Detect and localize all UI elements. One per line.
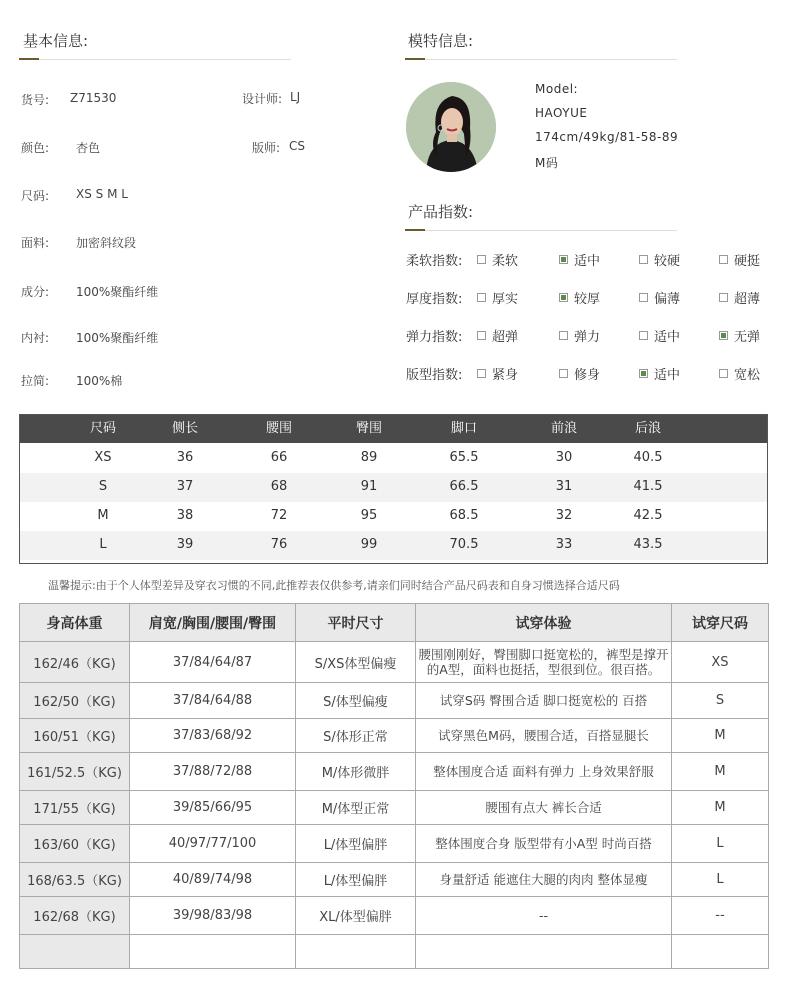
index-option[interactable]	[639, 250, 680, 269]
size-chart-cell: 72	[270, 508, 288, 523]
index-option[interactable]	[639, 364, 680, 383]
model-name: HAOYUE	[535, 106, 588, 120]
fit-table-header-cell: 平时尺寸	[296, 604, 416, 642]
fit-table-cell	[130, 935, 296, 969]
size-chart-cell: 66.5	[449, 479, 479, 494]
size-chart-header-cell: 后浪	[634, 421, 661, 436]
checkbox-icon	[639, 369, 648, 378]
checkbox-icon	[559, 369, 568, 378]
size-chart-row	[20, 444, 767, 473]
size-chart-row	[20, 531, 767, 560]
size-chart-cell: 99	[360, 537, 378, 552]
size-chart-cell: 89	[360, 450, 378, 465]
basic-field-value: 100%棉	[76, 374, 123, 388]
basic-field-label: 设计师:	[242, 92, 283, 106]
index-option-label: 修身	[574, 368, 601, 383]
basic-field-label: 面料:	[21, 236, 50, 250]
fit-table-cell: 162/46（KG)	[20, 642, 130, 683]
index-option[interactable]	[719, 326, 760, 345]
basic-field-label: 内衬:	[21, 331, 50, 345]
checkbox-icon	[639, 331, 648, 340]
fit-table-cell: 161/52.5（KG)	[20, 753, 130, 791]
fit-table-cell: XS	[672, 642, 769, 683]
size-chart-cell: L	[99, 537, 107, 552]
fit-table-cell: L/体型偏胖	[296, 863, 416, 897]
fit-table-cell: 试穿黑色M码，腰围合适，百搭显腿长	[416, 719, 672, 753]
index-option-label: 无弹	[734, 330, 761, 345]
checkbox-icon	[719, 255, 728, 264]
basic-field-value: 100%聚酯纤维	[76, 331, 159, 345]
size-chart-table	[19, 414, 768, 564]
fit-table-cell: XL/体型偏胖	[296, 897, 416, 935]
fit-table-cell: --	[672, 897, 769, 935]
fit-table-cell	[416, 935, 672, 969]
index-option[interactable]	[477, 364, 518, 383]
checkbox-icon	[639, 255, 648, 264]
index-option-label: 超薄	[734, 292, 761, 307]
basic-field-label: 颜色:	[21, 141, 50, 155]
fit-table-cell: M	[672, 753, 769, 791]
fit-table-cell: 试穿S码 臀围合适 脚口挺宽松的 百搭	[416, 683, 672, 719]
fit-table-row	[20, 791, 769, 825]
fit-table-header-cell: 身高体重	[20, 604, 130, 642]
size-chart-cell: 65.5	[449, 450, 479, 465]
size-chart-cell: 31	[555, 479, 573, 494]
model-info-title: 模特信息:	[408, 32, 474, 50]
fit-table-cell: 腰围有点大 裤长合适	[416, 791, 672, 825]
checkbox-icon	[719, 331, 728, 340]
fit-table-cell: S	[672, 683, 769, 719]
checkbox-icon	[477, 293, 486, 302]
fit-table-cell: M	[672, 791, 769, 825]
basic-field-label: 尺码:	[21, 189, 50, 203]
index-option[interactable]	[559, 288, 600, 307]
size-chart-cell: XS	[94, 450, 112, 465]
size-chart-header	[20, 415, 767, 443]
fit-table-cell: 腰围刚刚好，臀围脚口挺宽松的，裤型是撑开的A型，面料也挺括，型很到位。很百搭。	[416, 642, 672, 683]
fit-table-cell: 身量舒适 能遮住大腿的肉肉 整体显瘦	[416, 863, 672, 897]
fit-table-cell: S/体型偏瘦	[296, 683, 416, 719]
size-chart-header-cell: 前浪	[550, 421, 577, 436]
fit-table-header-cell: 试穿尺码	[672, 604, 769, 642]
fit-table-cell: 168/63.5（KG)	[20, 863, 130, 897]
index-option[interactable]	[639, 288, 680, 307]
fit-table-cell: 163/60（KG)	[20, 825, 130, 863]
basic-field-label: 货号:	[21, 93, 50, 107]
size-chart-cell: 76	[270, 537, 288, 552]
checkbox-icon	[477, 255, 486, 264]
fit-table-header-cell: 试穿体验	[416, 604, 672, 642]
size-chart-row	[20, 502, 767, 531]
size-tip: 温馨提示:由于个人体型差异及穿衣习惯的不同,此推荐表仅供参考,请亲们同时结合产品尺码表和自身习惯选择合适尺码	[48, 579, 620, 592]
size-chart-cell: 32	[555, 508, 573, 523]
size-chart-cell: 30	[555, 450, 573, 465]
fit-table-cell	[296, 935, 416, 969]
basic-info-title: 基本信息:	[23, 32, 89, 50]
index-row-label: 厚度指数:	[406, 292, 463, 307]
size-chart-header-cell: 脚口	[450, 421, 477, 436]
fit-table-row	[20, 683, 769, 719]
basic-field-label: 版师:	[252, 141, 281, 155]
index-option-label: 超弹	[492, 330, 519, 345]
model-measurements: 174cm/49kg/81-58-89	[535, 130, 679, 144]
fit-table-cell: 39/85/66/95	[130, 791, 296, 825]
index-option-label: 适中	[654, 368, 681, 383]
index-option-label: 紧身	[492, 368, 519, 383]
index-option[interactable]	[719, 288, 760, 307]
index-option[interactable]	[719, 364, 760, 383]
fit-table-row	[20, 935, 769, 969]
basic-field-value: Z71530	[70, 91, 117, 105]
size-chart-cell: 40.5	[633, 450, 663, 465]
index-option-label: 厚实	[492, 292, 519, 307]
size-chart-cell: 68	[270, 479, 288, 494]
size-chart-cell: 68.5	[449, 508, 479, 523]
size-chart-header-cell: 尺码	[89, 421, 116, 436]
basic-field-value: 100%聚酯纤维	[76, 285, 159, 299]
index-option[interactable]	[719, 250, 760, 269]
size-chart-cell: 42.5	[633, 508, 663, 523]
size-chart-header-cell: 侧长	[171, 421, 198, 436]
size-chart-cell: 43.5	[633, 537, 663, 552]
size-chart-cell: S	[98, 479, 108, 494]
fit-table-cell: S/XS体型偏瘦	[296, 642, 416, 683]
fit-table-cell: 162/50（KG)	[20, 683, 130, 719]
basic-field-value: 杏色	[76, 141, 101, 155]
fit-table-row	[20, 642, 769, 683]
fit-table-row	[20, 863, 769, 897]
size-chart-cell: 38	[176, 508, 194, 523]
fit-table-cell: 40/97/77/100	[130, 825, 296, 863]
basic-field-value: XS S M L	[76, 187, 128, 201]
checkbox-icon	[559, 255, 568, 264]
fit-table-cell: L/体型偏胖	[296, 825, 416, 863]
basic-field-value: CS	[289, 139, 305, 153]
model-avatar	[406, 82, 496, 172]
fit-table-cell: M/体形微胖	[296, 753, 416, 791]
size-chart-cell: 95	[360, 508, 378, 523]
fit-experience-table	[19, 603, 769, 969]
fit-table-cell: S/体形正常	[296, 719, 416, 753]
basic-field-label: 成分:	[21, 285, 50, 299]
size-chart-cell: 37	[176, 479, 194, 494]
fit-table-cell	[672, 935, 769, 969]
fit-table-row	[20, 753, 769, 791]
index-option-label: 偏薄	[654, 292, 681, 307]
index-option-label: 宽松	[734, 368, 761, 383]
size-chart-cell: M	[97, 508, 109, 523]
checkbox-icon	[477, 369, 486, 378]
fit-table-cell	[20, 935, 130, 969]
basic-field-value: LJ	[290, 90, 301, 104]
index-row-label: 弹力指数:	[406, 330, 463, 345]
size-chart-cell: 70.5	[449, 537, 479, 552]
basic-field-label: 拉简:	[21, 374, 50, 388]
index-option[interactable]	[639, 326, 680, 345]
fit-table-cell: 整体围度合适 面料有弹力 上身效果舒服	[416, 753, 672, 791]
model-size: M码	[535, 156, 559, 170]
model-info-divider	[405, 59, 677, 60]
fit-table-cell: --	[416, 897, 672, 935]
fit-table-row	[20, 897, 769, 935]
basic-info-divider	[19, 59, 291, 60]
index-option-label: 适中	[574, 254, 601, 269]
size-chart-row	[20, 473, 767, 502]
size-chart-header-cell: 腰围	[265, 421, 292, 436]
index-option-label: 适中	[654, 330, 681, 345]
index-option[interactable]	[477, 326, 518, 345]
size-chart-cell: 33	[555, 537, 573, 552]
size-chart-cell: 91	[360, 479, 378, 494]
fit-table-cell: 37/84/64/87	[130, 642, 296, 683]
index-option-label: 硬挺	[734, 254, 761, 269]
fit-table-cell: L	[672, 863, 769, 897]
index-option[interactable]	[477, 250, 518, 269]
size-chart-cell: 66	[270, 450, 288, 465]
fit-table-row	[20, 719, 769, 753]
checkbox-icon	[477, 331, 486, 340]
fit-table-cell: 37/88/72/88	[130, 753, 296, 791]
index-option-label: 弹力	[574, 330, 601, 345]
fit-table-cell: M/体型正常	[296, 791, 416, 825]
index-option-label: 较硬	[654, 254, 681, 269]
index-option[interactable]	[559, 364, 600, 383]
fit-table-cell: 160/51（KG)	[20, 719, 130, 753]
fit-table-cell: 40/89/74/98	[130, 863, 296, 897]
index-option-label: 较厚	[574, 292, 601, 307]
fit-table-cell: 39/98/83/98	[130, 897, 296, 935]
index-option[interactable]	[477, 288, 518, 307]
product-index-divider	[405, 230, 677, 231]
fit-table-cell: M	[672, 719, 769, 753]
checkbox-icon	[559, 293, 568, 302]
index-option[interactable]	[559, 326, 600, 345]
fit-table-cell: 37/83/68/92	[130, 719, 296, 753]
fit-table-cell: 171/55（KG)	[20, 791, 130, 825]
fit-table-cell: 37/84/64/88	[130, 683, 296, 719]
size-chart-cell: 39	[176, 537, 194, 552]
fit-table-header-cell: 肩宽/胸围/腰围/臀围	[130, 604, 296, 642]
size-chart-cell: 36	[176, 450, 194, 465]
checkbox-icon	[559, 331, 568, 340]
size-chart-cell: 41.5	[633, 479, 663, 494]
fit-table-cell: L	[672, 825, 769, 863]
model-label: Model:	[535, 82, 579, 96]
index-row-label: 版型指数:	[406, 368, 463, 383]
fit-table-row	[20, 825, 769, 863]
fit-table-cell: 162/68（KG)	[20, 897, 130, 935]
index-option-label: 柔软	[492, 254, 519, 269]
checkbox-icon	[719, 293, 728, 302]
index-option[interactable]	[559, 250, 600, 269]
basic-field-value: 加密斜纹段	[76, 236, 137, 250]
size-chart-header-cell: 臀围	[355, 421, 382, 436]
checkbox-icon	[639, 293, 648, 302]
index-row-label: 柔软指数:	[406, 254, 463, 269]
fit-table-cell: 整体围度合身 版型带有小A型 时尚百搭	[416, 825, 672, 863]
product-index-title: 产品指数:	[408, 203, 474, 221]
checkbox-icon	[719, 369, 728, 378]
